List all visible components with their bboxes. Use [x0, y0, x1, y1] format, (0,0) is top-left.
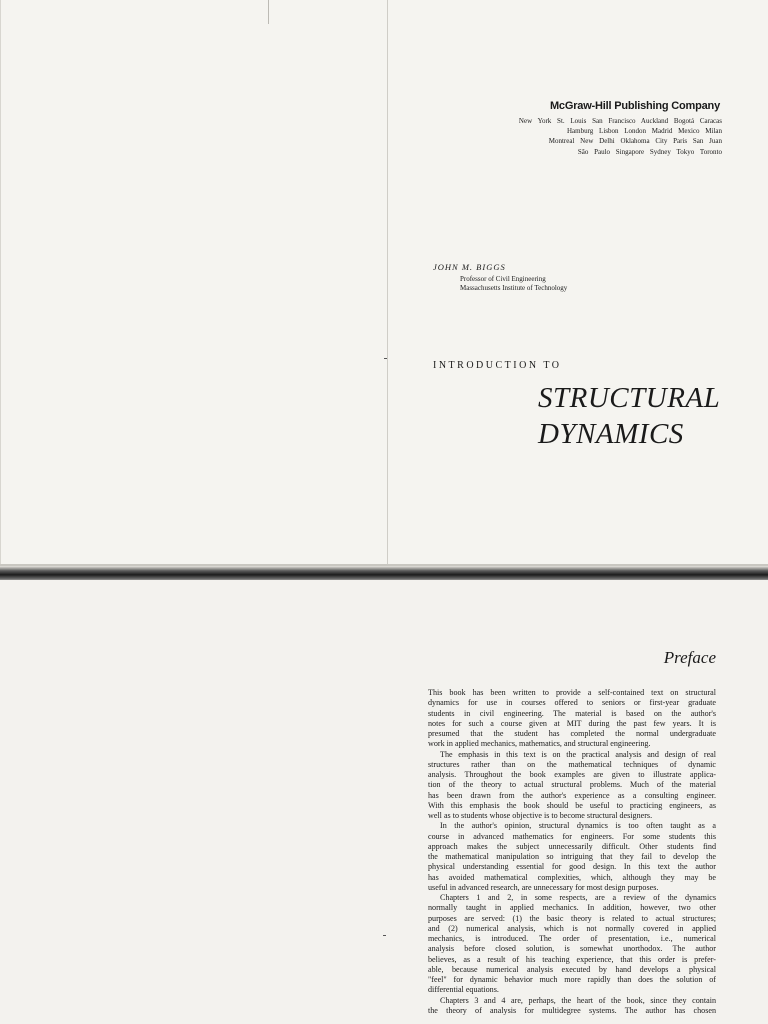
text-line: normally taught in applied mechanics. In addition, however, two other [428, 903, 716, 913]
text-line: approach makes the subject unnecessarily difficult. Other students find [428, 841, 716, 851]
affiliation-line: Massachusetts Institute of Technology [460, 284, 568, 292]
city-line: New York St. Louis San Francisco Auckland Bogotá Caracas [518, 117, 722, 125]
preface-page [0, 580, 768, 1024]
fold-tick [383, 935, 386, 936]
title-prefix: INTRODUCTION TO [433, 360, 562, 371]
text-line: In the author's opinion, structural dynamics is too often taught as a [440, 821, 716, 831]
author-name: JOHN M. BIGGS [433, 262, 506, 272]
text-line: able, because numerical analysis executed by hand develops a physical [428, 964, 716, 974]
text-line: purposes are served: (1) the basic theory is related to actual structures; [428, 913, 716, 923]
text-line: This book has been written to provide a self-contained text on structural [428, 688, 716, 697]
text-line: students in civil engineering. The material is based on the author's [428, 708, 716, 718]
text-line: has been drawn from the author's experience as a consulting engineer. [428, 790, 716, 800]
text-line: "feel" for dynamic behavior much more rapidly than does the solution of [428, 975, 716, 984]
text-line: Chapters 3 and 4 are, perhaps, the heart of the book, since they contain [440, 995, 716, 1005]
text-line: structures rather than on the mathematical techniques of dynamic [428, 759, 716, 769]
city-line: São Paulo Singapore Sydney Tokyo Toronto [577, 147, 722, 156]
text-line: useful in advanced research, are unnecessary for most design purposes. [428, 882, 659, 892]
text-line: well as to students whose objective is to become structural designers. [428, 811, 653, 820]
text-line: analysis. Throughout the book examples are given to illustrate applica- [428, 770, 716, 779]
preface-heading: Preface [663, 648, 716, 667]
text-line: The emphasis in this text is on the practical analysis and design of real [440, 749, 716, 759]
text-line: presumed that the student has completed the normal undergraduate [428, 729, 716, 738]
fold-tick [384, 358, 387, 359]
page-edge [0, 0, 1, 566]
text-line: Chapters 1 and 2, in some respects, are a review of the dynamics [440, 893, 716, 902]
book-title-line: STRUCTURAL [538, 382, 721, 414]
text-line: analysis before closed solution, is somewhat unorthodox. The author [428, 944, 716, 954]
paragraph [428, 688, 716, 750]
city-line: Montreal New Delhi Oklahoma City Paris San Juan [548, 137, 722, 146]
text-line: physical understanding essential for good design. In this text the author [428, 862, 716, 872]
text-line: dynamics for use in courses offered to seniors or first-year graduate [428, 698, 716, 708]
text-line: With this emphasis the book should be useful to practicing engineers, as [428, 800, 716, 810]
text-line: has avoided mathematical complexities, which, although they may be [428, 872, 716, 882]
text-line: the theory of analysis for multidegree systems. The author has chosen [428, 1005, 716, 1015]
preface-body [428, 688, 716, 1016]
author-affiliation [460, 275, 567, 293]
center-fold [387, 0, 388, 566]
page-crease [268, 0, 269, 24]
text-line: differential equations. [428, 985, 499, 995]
text-line: the mathematical manipulation so intriguing that they fail to develop the [428, 852, 716, 861]
paragraph [428, 750, 716, 822]
text-line: work in applied mechanics, mathematics, and structural engineering. [428, 739, 651, 749]
paragraph [428, 893, 716, 996]
publisher-name: McGraw-Hill Publishing Company [549, 100, 720, 112]
text-line: tion of the theory to actual structural problems. Much of the material [428, 780, 716, 790]
text-line: believes, as a result of his teaching experience, that this order is prefer- [428, 954, 716, 964]
paragraph [428, 821, 716, 893]
text-line: and (2) numerical analysis, which is not normally covered in applied [428, 923, 716, 933]
publisher-cities [460, 116, 722, 157]
text-line: mechanics, is introduced. The order of presentation, i.e., numerical [428, 934, 716, 943]
text-line: notes for such a course given at MIT during the past few years. It is [428, 718, 716, 728]
paragraph [428, 996, 716, 1017]
book-title-line: DYNAMICS [538, 418, 684, 450]
city-line: Hamburg Lisbon London Madrid Mexico Milan [567, 127, 722, 136]
text-line: course in advanced mathematics for engineers. For some students this [428, 831, 716, 841]
affiliation-line: Professor of Civil Engineering [460, 275, 546, 283]
